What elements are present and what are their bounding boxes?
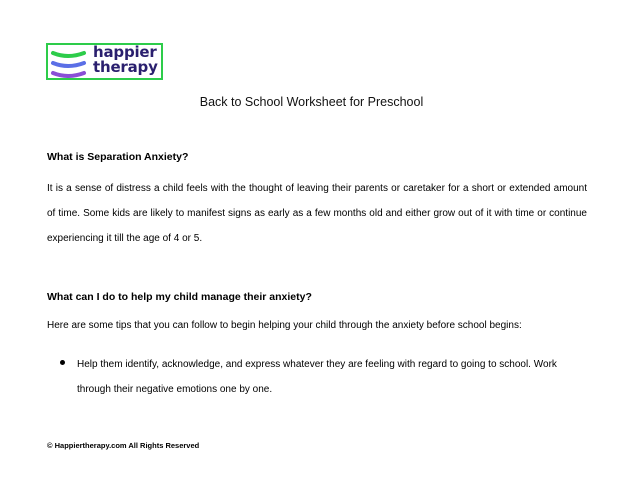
heading-separation-anxiety: What is Separation Anxiety?: [47, 151, 189, 163]
paragraph-separation-anxiety: It is a sense of distress a child feels with the thought of leaving their parents or caretaker for a short or extended amount of time. Some kids are likely to manifest signs as early as a few months old and either grow out of it with time or continue experiencing it till the age of 4 or 5.: [47, 183, 587, 244]
document-title: Back to School Worksheet for Preschool: [199, 95, 424, 109]
heading-help-manage-anxiety: What can I do to help my child manage their anxiety?: [47, 291, 312, 303]
happier-therapy-logo: [46, 43, 163, 80]
paragraph-tips-intro: Here are some tips that you can follow to begin helping your child through the anxiety before school begins:: [47, 320, 522, 331]
bullet-dot-icon: [60, 360, 65, 365]
logo-wordmark: [93, 45, 158, 75]
logo-line-2: therapy: [93, 58, 158, 76]
logo-line-1: happier: [93, 43, 157, 61]
wave-stripes-icon: [50, 48, 90, 78]
bullet-text: Help them identify, acknowledge, and express whatever they are feeling with regard to going to school. Work through their negative emotions one by one.: [77, 359, 557, 395]
footer-copyright: © Happiertherapy.com All Rights Reserved: [47, 441, 200, 450]
